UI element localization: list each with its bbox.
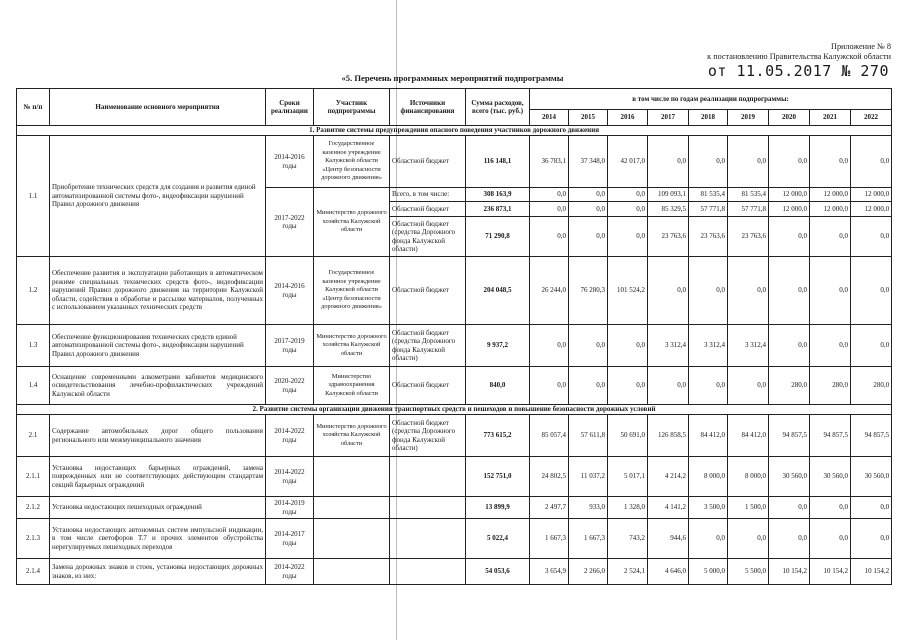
table-row: [17, 257, 892, 325]
year-value: 2 266,0: [569, 559, 608, 585]
year-value: 0,0: [530, 202, 569, 217]
event-name: Замена дорожных знаков и стоек, установка недостающих дорожных знаков, из них:: [50, 559, 266, 585]
year-value: 23 763,6: [728, 217, 769, 257]
row-number: 1.2: [17, 257, 50, 325]
year-value: 3 654,9: [530, 559, 569, 585]
year-value: 0,0: [689, 367, 728, 405]
year-value: 280,0: [810, 367, 851, 405]
section-title: 1. Развитие системы предупреждения опасного поведения участников дорожного движения: [17, 126, 892, 136]
year-value: 24 802,5: [530, 457, 569, 497]
funding-source: Областной бюджет (средства Дорожного фонда Калужской области): [390, 325, 466, 367]
terms: 2017-2019 годы: [266, 325, 314, 367]
year-value: 0,0: [769, 519, 810, 559]
year-value: 0,0: [608, 202, 648, 217]
total-amount: 54 053,6: [466, 559, 530, 585]
year-value: 0,0: [608, 217, 648, 257]
event-name: Обеспечение функционирования технических средств единой автоматизированной системы фото-, видеофиксации нарушений Правил дорожного движения: [50, 325, 266, 367]
terms: 2014-2022 годы: [266, 415, 314, 457]
year-value: 12 000,0: [851, 188, 892, 202]
year-value: 10 154,2: [851, 559, 892, 585]
appendix-header: [707, 42, 891, 62]
event-name: Установка недостающих пешеходных ограждений: [50, 497, 266, 519]
year-value: 0,0: [728, 136, 769, 188]
year-value: 3 312,4: [728, 325, 769, 367]
year-value: 94 857,5: [810, 415, 851, 457]
year-value: 0,0: [689, 257, 728, 325]
year-value: 0,0: [530, 217, 569, 257]
year-value: 36 783,1: [530, 136, 569, 188]
decree-date-number: от 11.05.2017 № 270: [707, 62, 889, 80]
year-value: 12 000,0: [851, 202, 892, 217]
year-value: 23 763,6: [689, 217, 728, 257]
row-number: 2.1.2: [17, 497, 50, 519]
year-value: 3 500,0: [689, 497, 728, 519]
total-amount: 204 048,5: [466, 257, 530, 325]
year-value: 280,0: [851, 367, 892, 405]
year-value: 10 154,2: [810, 559, 851, 585]
terms: 2014-2022 годы: [266, 559, 314, 585]
total-amount: 152 751,0: [466, 457, 530, 497]
year-value: 85 057,4: [530, 415, 569, 457]
funding-source: Областной бюджет (средства Дорожного фонда Калужской области): [390, 217, 466, 257]
funding-source: Областной бюджет: [390, 257, 466, 325]
year-value: 0,0: [569, 367, 608, 405]
year-value: 933,0: [569, 497, 608, 519]
year-value: 1 667,3: [530, 519, 569, 559]
row-number: 2.1.1: [17, 457, 50, 497]
total-amount: 840,0: [466, 367, 530, 405]
table-row: [17, 325, 892, 367]
year-header: 2021: [810, 110, 851, 126]
year-value: 1 500,0: [728, 497, 769, 519]
year-value: 0,0: [648, 367, 689, 405]
year-value: 2 524,1: [608, 559, 648, 585]
section-title: 2. Развитие системы организации движения транспортных средств и пешеходов и повышение безопасности дорожных условий: [17, 405, 892, 415]
year-value: 0,0: [810, 136, 851, 188]
year-value: 4 214,2: [648, 457, 689, 497]
terms: 2014-2019 годы: [266, 497, 314, 519]
table-row: [17, 457, 892, 497]
section-row: [17, 126, 892, 136]
year-value: 57 771,8: [728, 202, 769, 217]
table-row: [17, 367, 892, 405]
year-header: 2017: [648, 110, 689, 126]
table-row: [17, 559, 892, 585]
year-value: 94 857,5: [769, 415, 810, 457]
year-value: 0,0: [810, 257, 851, 325]
year-value: 0,0: [648, 257, 689, 325]
year-value: 11 037,2: [569, 457, 608, 497]
year-header: 2022: [851, 110, 892, 126]
funding-source: Областной бюджет: [390, 367, 466, 405]
row-number: 1.1: [17, 136, 50, 257]
row-number: 1.3: [17, 325, 50, 367]
year-value: 0,0: [728, 257, 769, 325]
year-value: 85 329,5: [648, 202, 689, 217]
year-value: 0,0: [728, 367, 769, 405]
year-value: 0,0: [530, 188, 569, 202]
year-value: 12 000,0: [769, 188, 810, 202]
year-value: 0,0: [851, 497, 892, 519]
event-name: Установка недостающих автономных систем импульсной индикации, в том числе светофоров Т.7 и прочих элементов обустройства нерегулируемых пешеходных переходов: [50, 519, 266, 559]
year-header: 2020: [769, 110, 810, 126]
event-name: Приобретение технических средств для создания и развития единой автоматизированной системы фото-, видеофиксации нарушений Правил дорожного движения: [50, 136, 266, 257]
year-value: 23 763,6: [648, 217, 689, 257]
year-value: 94 857,5: [851, 415, 892, 457]
year-value: 26 244,0: [530, 257, 569, 325]
year-value: 0,0: [769, 136, 810, 188]
participant-empty: [314, 457, 390, 497]
funding-source-empty: [390, 519, 466, 559]
col-sources: Источники финансирования: [390, 89, 466, 126]
year-value: 5 500,0: [728, 559, 769, 585]
year-value: 10 154,2: [769, 559, 810, 585]
year-value: 0,0: [608, 188, 648, 202]
year-value: 0,0: [689, 519, 728, 559]
col-event: Наименование основного мероприятия: [50, 89, 266, 126]
total-amount: 9 937,2: [466, 325, 530, 367]
year-value: 76 280,3: [569, 257, 608, 325]
decree-reference: к постановлению Правительства Калужской области: [707, 52, 891, 61]
year-value: 84 412,0: [728, 415, 769, 457]
year-value: 109 093,1: [648, 188, 689, 202]
total-amount: 773 615,2: [466, 415, 530, 457]
year-value: 42 017,0: [608, 136, 648, 188]
year-value: 0,0: [810, 325, 851, 367]
year-value: 50 691,0: [608, 415, 648, 457]
participant: Министерство дорожного хозяйства Калужской области: [314, 415, 390, 457]
year-value: 0,0: [851, 325, 892, 367]
year-value: 944,6: [648, 519, 689, 559]
year-value: 0,0: [689, 136, 728, 188]
event-name: Установка недостающих барьерных ограждений, замена поврежденных или не соответствующих действующим стандартам секций барьерных ограждений: [50, 457, 266, 497]
participant: Государственное казенное учреждение Калужской области «Центр безопасности дорожного движения»: [314, 136, 390, 188]
year-value: 4 141,2: [648, 497, 689, 519]
col-by-years: в том числе по годам реализации подпрограммы:: [530, 89, 892, 110]
terms: 2014-2017 годы: [266, 519, 314, 559]
year-value: 0,0: [769, 217, 810, 257]
year-value: 30 560,0: [810, 457, 851, 497]
year-value: 30 560,0: [769, 457, 810, 497]
year-value: 1 328,0: [608, 497, 648, 519]
total-amount: 71 290,8: [466, 217, 530, 257]
participant-empty: [314, 519, 390, 559]
funding-source-empty: [390, 457, 466, 497]
document-title: «5. Перечень программных мероприятий подпрограммы: [341, 73, 564, 83]
funding-source: Областной бюджет: [390, 136, 466, 188]
year-value: 0,0: [851, 519, 892, 559]
year-value: 8 000,0: [728, 457, 769, 497]
year-value: 743,2: [608, 519, 648, 559]
participant-empty: [314, 497, 390, 519]
year-value: 12 000,0: [810, 188, 851, 202]
year-value: 3 312,4: [689, 325, 728, 367]
year-value: 2 497,7: [530, 497, 569, 519]
year-value: 30 560,0: [851, 457, 892, 497]
year-value: 0,0: [769, 325, 810, 367]
funding-source-empty: [390, 559, 466, 585]
year-header: 2018: [689, 110, 728, 126]
funding-source: Областной бюджет (средства Дорожного фонда Калужской области): [390, 415, 466, 457]
funding-source-empty: [390, 497, 466, 519]
year-value: 0,0: [648, 136, 689, 188]
year-value: 126 858,5: [648, 415, 689, 457]
year-value: 0,0: [569, 188, 608, 202]
event-name: Содержание автомобильных дорог общего пользования регионального или межмуниципального значения: [50, 415, 266, 457]
total-amount: 5 022,4: [466, 519, 530, 559]
funding-source: Областной бюджет: [390, 202, 466, 217]
year-value: 81 535,4: [728, 188, 769, 202]
year-value: 101 524,2: [608, 257, 648, 325]
col-participant: Участник подпрограммы: [314, 89, 390, 126]
total-amount: 13 899,9: [466, 497, 530, 519]
year-value: 0,0: [569, 202, 608, 217]
year-header: 2015: [569, 110, 608, 126]
year-value: 37 348,0: [569, 136, 608, 188]
year-value: 0,0: [769, 257, 810, 325]
header-row: [17, 89, 892, 110]
participant: Министерство здравоохранения Калужской области: [314, 367, 390, 405]
year-header: 2019: [728, 110, 769, 126]
participant-empty: [314, 559, 390, 585]
terms: 2017-2022 годы: [266, 188, 314, 257]
participant: Государственное казенное учреждение Калужской области «Центр безопасности дорожного движения»: [314, 257, 390, 325]
col-no: № п/п: [17, 89, 50, 126]
year-header: 2016: [608, 110, 648, 126]
year-value: 0,0: [810, 497, 851, 519]
year-value: 0,0: [569, 325, 608, 367]
row-number: 2.1.4: [17, 559, 50, 585]
year-value: 0,0: [608, 367, 648, 405]
year-value: 0,0: [530, 325, 569, 367]
terms: 2014-2022 годы: [266, 457, 314, 497]
participant: Министерство дорожного хозяйства Калужской области: [314, 188, 390, 257]
terms: 2014-2016 годы: [266, 136, 314, 188]
year-value: 8 000,0: [689, 457, 728, 497]
year-value: 5 000,0: [689, 559, 728, 585]
table-row: [17, 497, 892, 519]
year-value: 12 000,0: [810, 202, 851, 217]
year-value: 0,0: [851, 257, 892, 325]
section-row: [17, 405, 892, 415]
year-value: 81 535,4: [689, 188, 728, 202]
table-row: [17, 519, 892, 559]
year-value: 1 667,3: [569, 519, 608, 559]
total-amount: 236 873,1: [466, 202, 530, 217]
event-name: Оснащение современными алкометрами кабинетов медицинского освидетельствования лечебно-профилактических учреждений Калужской области: [50, 367, 266, 405]
appendix-label: Приложение № 8: [831, 42, 891, 51]
row-number: 2.1.3: [17, 519, 50, 559]
total-amount: 116 148,1: [466, 136, 530, 188]
year-value: 3 312,4: [648, 325, 689, 367]
program-events-table: [16, 88, 892, 585]
year-value: 0,0: [530, 367, 569, 405]
participant: Министерство дорожного хозяйства Калужской области: [314, 325, 390, 367]
year-value: 57 611,8: [569, 415, 608, 457]
year-value: 0,0: [569, 217, 608, 257]
col-total: Сумма расходов, всего (тыс. руб.): [466, 89, 530, 126]
year-value: 84 412,0: [689, 415, 728, 457]
year-value: 0,0: [608, 325, 648, 367]
year-value: 0,0: [769, 497, 810, 519]
terms: 2020-2022 годы: [266, 367, 314, 405]
row-number: 1.4: [17, 367, 50, 405]
row-number: 2.1: [17, 415, 50, 457]
year-value: 0,0: [810, 519, 851, 559]
table-row: [17, 136, 892, 188]
event-name: Обеспечение развития и эксплуатации работающих в автоматическом режиме специальных технических средств фото-, видеофиксации нарушений Правил дорожного движения на территории Калужской области, содействия в обработке и рассылке материалов, полученных с использованием указанных технических средств: [50, 257, 266, 325]
year-value: 5 017,1: [608, 457, 648, 497]
total-amount: 308 163,9: [466, 188, 530, 202]
year-value: 4 646,0: [648, 559, 689, 585]
year-value: 12 000,0: [769, 202, 810, 217]
year-value: 0,0: [851, 217, 892, 257]
year-header: 2014: [530, 110, 569, 126]
funding-source: Всего, в том числе:: [390, 188, 466, 202]
col-terms: Сроки реализации: [266, 89, 314, 126]
year-value: 0,0: [851, 136, 892, 188]
table-row: [17, 415, 892, 457]
year-value: 57 771,8: [689, 202, 728, 217]
year-value: 280,0: [769, 367, 810, 405]
terms: 2014-2016 годы: [266, 257, 314, 325]
year-value: 0,0: [810, 217, 851, 257]
year-value: 0,0: [728, 519, 769, 559]
